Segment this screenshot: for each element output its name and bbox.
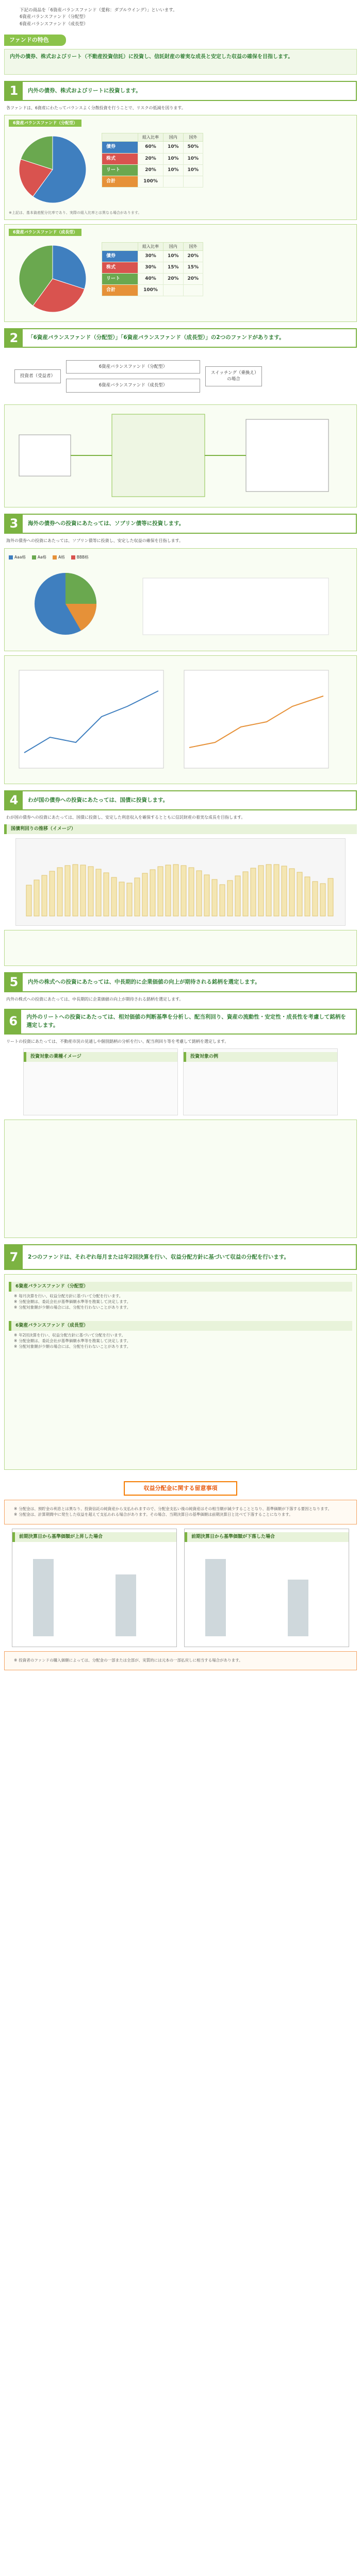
point-number: 1	[5, 82, 23, 100]
fund-box: 6資産バランスファンド（成長型）	[66, 379, 200, 392]
risk-figure: 前期決算日から基準価額が上昇した場合	[12, 1529, 177, 1647]
yield-bar	[196, 871, 202, 916]
reit-illustrations	[4, 1048, 357, 1115]
features-label: ファンドの特色	[4, 35, 66, 46]
rating-legend: Aaa格 Aa格 A格 BBB格	[9, 555, 352, 561]
yield-bar	[150, 870, 155, 916]
point-3: 3 海外の債券への投資にあたっては、ソブリン債等に投資します。	[4, 514, 357, 534]
yield-bar	[320, 884, 325, 916]
yield-bar	[173, 865, 178, 916]
intro-note: 下記の商品を「6資産バランスファンド（愛称：ダブルウイング）」といいます。	[20, 8, 177, 13]
allocation-box-2	[4, 224, 357, 322]
yield-bar	[111, 877, 117, 916]
allocation-tag: 6資産バランスファンド（分配型）	[9, 120, 81, 127]
yield-bar	[227, 880, 233, 916]
yield-bar	[243, 872, 248, 916]
yield-bar	[289, 869, 294, 916]
yield-bar	[42, 875, 47, 916]
intro-note: 6資産バランスファンド（成長型）	[20, 21, 88, 27]
allocation-tag: 6資産バランスファンド（成長型）	[9, 229, 81, 236]
yield-bar	[119, 882, 124, 916]
point-1-body: 各ファンドは、6資産にわたってバランスよく分散投資を行うことで、リスクの低減を図ります。	[6, 105, 186, 110]
yield-bar	[80, 865, 86, 916]
yield-bar	[57, 868, 62, 916]
point-4-notes	[4, 930, 357, 966]
yield-bar	[34, 880, 39, 916]
intro-note: 6資産バランスファンド（分配型）	[20, 14, 88, 20]
yield-bar	[158, 867, 163, 916]
point-3-body: 海外の債券への投資にあたっては、ソブリン債等に投資し、安定した収益の確保を目指します。	[6, 538, 184, 544]
yield-bar	[204, 875, 209, 916]
point-title: 内外の債券、株式およびリートに投資します。	[28, 87, 141, 94]
yield-bar	[88, 867, 93, 916]
yield-bar	[297, 872, 302, 916]
allocation-pie-chart	[9, 131, 96, 208]
point-5-body: 内外の株式への投資にあたっては、中長期的に企業価値の向上が期待される銘柄を選定します。	[6, 997, 184, 1002]
yield-bar	[26, 885, 31, 916]
point-4-body: わが国の債券への投資にあたっては、国債に投資し、安定した利息収入を確保するとともに信託財産の着実な成長を目指します。	[6, 815, 245, 820]
yield-bar	[313, 882, 318, 916]
yield-bar	[189, 868, 194, 916]
yield-bar	[251, 868, 256, 916]
yield-bar	[73, 865, 78, 916]
point-5: 5 内外の株式への投資にあたっては、中長期的に企業価値の向上が期待される銘柄を選定します。	[4, 972, 357, 992]
fund-box: 6資産バランスファンド（分配型）	[66, 360, 200, 374]
yield-bar	[266, 865, 271, 916]
switching-box: スイッチング（乗換え）の場合	[205, 366, 262, 386]
allocation-table: 組入比率 国内 国外 債券 30% 10% 20% 株式 30% 15% 15% リート 40% 20% 20% 合計 100%	[102, 242, 203, 297]
fund-flow-diagram	[14, 353, 347, 399]
point-1	[4, 81, 357, 101]
yield-bar	[235, 876, 240, 916]
yield-bar	[181, 866, 186, 916]
point-4: 4 わが国の債券への投資にあたっては、国債に投資します。	[4, 790, 357, 810]
rating-box	[4, 548, 357, 651]
yield-bar	[328, 878, 333, 916]
risk-box: ※ 分配金は、預貯金の利息とは異なり、投資信託の純資産から支払われますので、分配金支払い後の純資産はその相当額が減少することとなり、基準価額が下落する要因となります。 ※ 分配金は、計算期間中に発生した収益を超えて支払われる場合があります。その場合、当期決算日の基準価額は前期決算日と比べて下落することになります。	[4, 1500, 357, 1524]
yield-bar	[305, 877, 310, 916]
risk-figures	[4, 1529, 357, 1647]
yield-bar	[127, 883, 132, 916]
rating-pie	[9, 563, 339, 650]
fund-structure-diagram	[9, 409, 339, 502]
yield-bar	[96, 869, 101, 916]
allocation-table: 組入比率 国内 国外 債券 60% 10% 50% 株式 20% 10% 10% リート 20% 10% 10% 合計 100%	[102, 133, 203, 188]
allocation-note: ※上記は、基本資産配分比率であり、実際の組入比率とは異なる場合があります。	[9, 210, 142, 215]
risk-title: 収益分配金に関する留意事項	[124, 1481, 237, 1496]
illustration-box: 投資対象の業種イメージ	[23, 1048, 178, 1115]
yield-bar	[65, 866, 70, 916]
intro-notes	[20, 7, 357, 27]
bond-chart	[9, 660, 339, 778]
yield-bar	[212, 879, 217, 916]
yield-chart	[15, 838, 346, 926]
yield-bar	[135, 878, 140, 916]
yield-bar	[50, 871, 55, 916]
bond-chart-box	[4, 655, 357, 784]
reit-diagram	[4, 1120, 357, 1238]
point-6-body: リートの投資にあたっては、不動産市況の見通しや個別銘柄の分析を行い、配当利回り等を考慮して銘柄を選定します。	[6, 1039, 229, 1044]
yield-bar	[258, 866, 264, 916]
structure-box	[4, 404, 357, 507]
chart-title: 国債利回りの推移（イメージ）	[4, 824, 357, 834]
point-7: 7 2つのファンドは、それぞれ毎月または年2回決算を行い、収益分配方針に基づいて収益の分配を行います。	[4, 1244, 357, 1270]
risk-bottom: ※ 投資者のファンドの購入価額によっては、分配金の一部または全部が、実質的には元本の一部払戻しに相当する場合があります。	[4, 1651, 357, 1670]
distribution-box: 6資産バランスファンド（分配型） ※ 毎月決算を行い、収益分配方針に基づいて分配を行います。 ※ 分配金額は、委託会社が基準価額水準等を勘案して決定します。 ※ 分配対象額が少額の場合には、分配を行わないことがあります。 6資産バランスファンド（成長型） ※ 年2回決算を行い、収益分配方針に基づいて分配を行います。 ※ 分配金額は、委託会社が基準価額水準等を勘案して決定します。 ※ 分配対象額が少額の場合には、分配を行わないことがあります。	[4, 1274, 357, 1470]
yield-bar	[166, 865, 171, 916]
point-2: 2 「6資産バランスファンド（分配型）」「6資産バランスファンド（成長型）」の2つのファンドがあります。	[4, 328, 357, 348]
risk-figure: 前期決算日から基準価額が下落した場合	[184, 1529, 349, 1647]
yield-bar	[282, 866, 287, 916]
headline: 内外の債券、株式およびリート（不動産投資信託）に投資し、信託財産の着実な成長と安定した収益の確保を目指します。	[4, 49, 357, 75]
yield-bar	[274, 865, 279, 916]
illustration-box: 投資対象の例	[183, 1048, 338, 1115]
yield-bar	[104, 873, 109, 916]
investor-box: 投資者（受益者）	[14, 369, 61, 383]
yield-bar	[142, 873, 147, 916]
allocation-pie-chart	[9, 240, 96, 317]
allocation-box-1	[4, 115, 357, 220]
point-6: 6 内外のリートへの投資にあたっては、相対価値の判断基準を分析し、配当利回り、資産の流動性・安定性・成長性を考慮して銘柄を選定します。	[4, 1009, 357, 1035]
yield-bar	[220, 885, 225, 916]
